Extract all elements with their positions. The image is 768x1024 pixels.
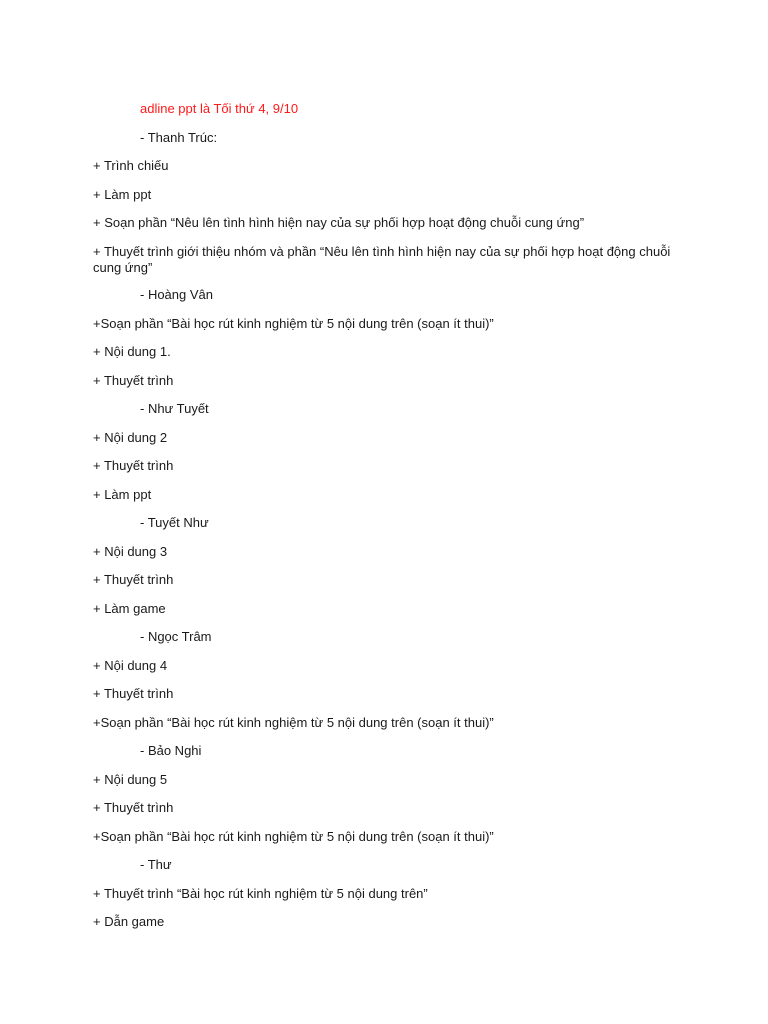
member-name-hoang-van: - Hoàng Vân: [140, 287, 213, 302]
member-name-thu: - Thư: [140, 857, 172, 872]
task-item: + Dẫn game: [93, 914, 165, 929]
task-item: + Thuyết trình: [93, 458, 174, 473]
task-item: +Soạn phần “Bài học rút kinh nghiệm từ 5 nội dung trên (soạn ít thui)”: [93, 829, 494, 844]
task-item: + Thuyết trình: [93, 800, 174, 815]
task-item: + Nội dung 5: [93, 772, 168, 787]
member-name-ngoc-tram: - Ngọc Trâm: [140, 629, 212, 644]
task-item: + Thuyết trình giới thiệu nhóm và phần “Nêu lên tình hình hiện nay của sự phối hợp hoạt động chuỗi cung ứng”: [93, 244, 671, 275]
task-item: + Làm ppt: [93, 487, 152, 502]
task-item: + Thuyết trình: [93, 572, 174, 587]
task-item: +Soạn phần “Bài học rút kinh nghiệm từ 5 nội dung trên (soạn ít thui)”: [93, 316, 494, 331]
task-item: + Làm game: [93, 601, 166, 616]
member-name-nhu-tuyet: - Như Tuyết: [140, 401, 209, 416]
task-item: + Nội dung 3: [93, 544, 168, 559]
member-name-bao-nghi: - Bảo Nghi: [140, 743, 202, 758]
task-item: + Thuyết trình: [93, 373, 174, 388]
deadline-heading: adline ppt là Tối thứ 4, 9/10: [140, 101, 299, 116]
task-item: + Làm ppt: [93, 187, 152, 202]
task-item: + Thuyết trình “Bài học rút kinh nghiệm từ 5 nội dung trên”: [93, 886, 428, 901]
task-item: + Nội dung 2: [93, 430, 168, 445]
task-item: + Trình chiếu: [93, 158, 169, 173]
member-name-thanh-truc: - Thanh Trúc:: [140, 130, 218, 145]
task-item: + Thuyết trình: [93, 686, 174, 701]
task-item: + Nội dung 1.: [93, 344, 171, 359]
task-item: +Soạn phần “Bài học rút kinh nghiệm từ 5 nội dung trên (soạn ít thui)”: [93, 715, 494, 730]
task-item: + Nội dung 4: [93, 658, 168, 673]
member-name-tuyet-nhu: - Tuyết Như: [140, 515, 209, 530]
task-item: + Soạn phần “Nêu lên tình hình hiện nay của sự phối hợp hoạt động chuỗi cung ứng”: [93, 215, 585, 230]
